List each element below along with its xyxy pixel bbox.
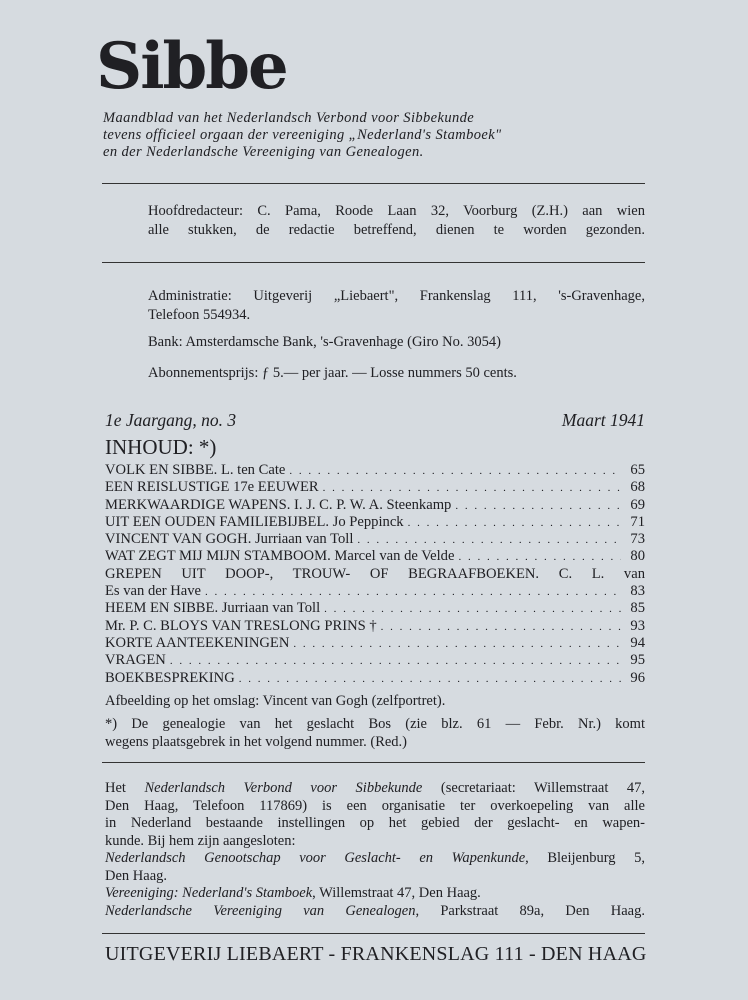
toc-entry-title: KORTE AANTEEKENINGEN: [105, 634, 290, 651]
text: (secretariaat: Willemstraat 47,: [422, 780, 646, 796]
toc-entry: [105, 514, 645, 531]
toc-entry-title: UIT EEN OUDEN FAMILIEBIJBEL. Jo Peppinck: [105, 513, 404, 530]
dot-leader: [408, 515, 621, 531]
dot-leader: [205, 584, 621, 600]
member-name: Nederlandsch Genootschap voor Geslacht- en Wapenkunde: [105, 850, 526, 866]
toc-entry-page: 96: [630, 669, 645, 686]
dot-leader: [323, 480, 621, 496]
text: in Nederland bestaande instellingen op het gebied der geslacht- en wapen-: [105, 815, 645, 831]
toc-entry: [105, 548, 645, 565]
subtitle-line: Maandblad van het Nederlandsch Verbond voor Sibbekunde: [103, 110, 475, 126]
toc-entry-page: 95: [630, 652, 645, 669]
toc-entry-page: 94: [630, 634, 645, 651]
masthead-title: Sibbe: [96, 29, 287, 104]
subtitle-line: tevens officieel orgaan der vereeniging „Nederland's Stamboek": [103, 127, 502, 143]
member-address: , Bleijenburg 5,: [525, 850, 645, 866]
admin-phone: Telefoon 554934.: [148, 307, 251, 323]
issue-volume: 1e Jaargang, no. 3: [105, 410, 237, 430]
member-address: , Parkstraat 89a, Den Haag.: [415, 902, 645, 919]
toc-entry-page: 93: [630, 617, 645, 634]
editor-line: alle stukken, de redactie betreffend, dienen te worden gezonden.: [148, 222, 645, 238]
issue-line: [105, 410, 645, 431]
toc-entry-page: 69: [630, 496, 645, 513]
divider: [102, 762, 645, 763]
verbond-paragraph: [105, 780, 645, 920]
footnote-line: wegens plaatsgebrek in het volgend nummer. (Red.): [105, 734, 408, 750]
toc-entry: [105, 618, 645, 635]
dot-leader: [455, 498, 621, 514]
footnote-line: *) De genealogie van het geslacht Bos (zie blz. 61 — Febr. Nr.) komt: [105, 715, 645, 732]
toc-entry: [105, 635, 645, 652]
contents-heading: INHOUD: *): [105, 435, 217, 459]
toc-entry-title: WAT ZEGT MIJ MIJN STAMBOOM. Marcel van de Velde: [105, 548, 455, 565]
bank-info: Bank: Amsterdamsche Bank, 's-Gravenhage (Giro No. 3054): [148, 334, 501, 350]
toc-entry-page: 83: [630, 583, 645, 600]
toc-entry-title: GREPEN UIT DOOP-, TROUW- OF BEGRAAFBOEKEN. C. L. van: [105, 565, 645, 582]
toc-entry-page: 85: [630, 600, 645, 617]
cover-note: Afbeelding op het omslag: Vincent van Gogh (zelfportret).: [105, 693, 446, 709]
member-name: Vereeniging: Nederland's Stamboek: [105, 885, 313, 901]
divider: [102, 262, 645, 263]
subscription-price: Abonnementsprijs: ƒ 5.— per jaar. — Losse nummers 50 cents.: [148, 365, 517, 381]
member-address: Den Haag.: [105, 867, 168, 884]
toc-entry-page: 71: [630, 513, 645, 530]
publisher-footer: UITGEVERIJ LIEBAERT - FRANKENSLAG 111 - DEN HAAG: [105, 943, 647, 965]
notes: [105, 692, 645, 752]
toc-entry: [105, 566, 645, 583]
toc-entry-title: HEEM EN SIBBE. Jurriaan van Toll: [105, 600, 321, 617]
toc-entry-page: 80: [630, 548, 645, 565]
editor-line: Hoofdredacteur: C. Pama, Roode Laan 32, Voorburg (Z.H.) aan wien: [148, 203, 645, 219]
toc-entry-page: 65: [630, 462, 645, 478]
dot-leader: [324, 601, 621, 617]
editor-info: [148, 202, 645, 240]
member-name: Nederlandsche Vereeniging van Genealogen: [105, 902, 416, 919]
admin-info: [148, 287, 645, 383]
toc-entry-title: Mr. P. C. BLOYS VAN TRESLONG PRINS †: [105, 617, 377, 634]
member-address: , Willemstraat 47, Den Haag.: [312, 885, 481, 901]
subtitle-line: en der Nederlandsche Vereeniging van Genealogen.: [103, 144, 424, 160]
toc-entry-title: VOLK EN SIBBE. L. ten Cate: [105, 462, 286, 478]
toc-entry-title: VINCENT VAN GOGH. Jurriaan van Toll: [105, 531, 354, 548]
toc-entry-title: MERKWAARDIGE WAPENS. I. J. C. P. W. A. Steenkamp: [105, 496, 452, 513]
dot-leader: [381, 619, 621, 635]
dot-leader: [239, 671, 621, 687]
toc-entry-title: EEN REISLUSTIGE 17e EEUWER: [105, 479, 319, 496]
text: Den Haag, Telefoon 117869) is een organisatie ter overkoepeling van alle: [105, 797, 645, 814]
dot-leader: [289, 463, 621, 479]
masthead-subtitle: [103, 110, 502, 161]
toc-entry-title: BOEKBESPREKING: [105, 669, 235, 686]
text: Het: [105, 780, 145, 796]
toc-entry: [105, 531, 645, 548]
text: Nederlandsch Verbond voor Sibbekunde: [144, 780, 423, 796]
toc-entry: [105, 670, 645, 687]
toc-entry: [105, 652, 645, 669]
dot-leader: [458, 549, 621, 565]
toc-entry: [105, 600, 645, 617]
toc-entry-page: 68: [630, 479, 645, 496]
toc-entry-title: Es van der Have: [105, 583, 202, 600]
table-of-contents: [105, 462, 645, 687]
divider: [102, 183, 645, 184]
toc-entry-page: 73: [630, 531, 645, 548]
toc-entry: [105, 462, 645, 479]
toc-entry: [105, 497, 645, 514]
toc-entry-title: VRAGEN: [105, 652, 166, 669]
dot-leader: [170, 653, 621, 669]
toc-entry: [105, 583, 645, 600]
dot-leader: [293, 636, 621, 652]
issue-date: Maart 1941: [561, 410, 645, 430]
admin-line: Administratie: Uitgeverij „Liebaert", Frankenslag 111, 's-Gravenhage,: [148, 288, 645, 304]
dot-leader: [357, 532, 621, 548]
divider: [102, 933, 645, 934]
text: kunde. Bij hem zijn aangesloten:: [105, 832, 296, 849]
toc-entry: [105, 479, 645, 496]
